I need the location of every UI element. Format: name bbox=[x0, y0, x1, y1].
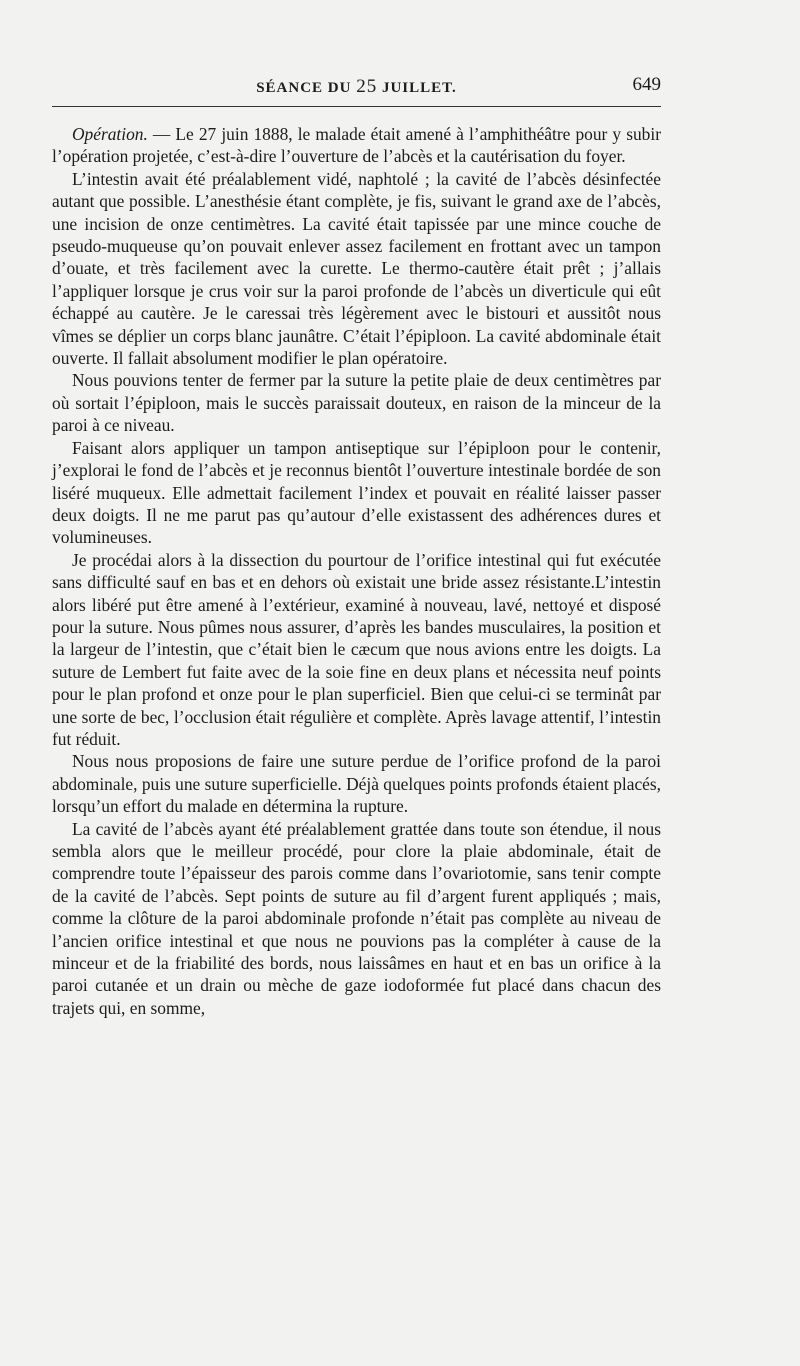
running-title-day: 25 bbox=[356, 76, 378, 97]
section-lead: Opération. bbox=[72, 124, 148, 144]
paragraph-4: Faisant alors appliquer un tampon antiseptique sur l’épiploon pour le contenir, j’explorai le fond de l’abcès et je reconnus bientôt l’ouverture intestinale bordée de son liséré muqueux. Elle admettait facilement l’index et pouvait en réalité laisser passer deux doigts. Il ne me parut pas qu’autour d’elle existassent des adhérences dures et volumineuses. bbox=[52, 437, 661, 548]
paragraph-1 bbox=[52, 123, 661, 168]
running-title-prefix: SÉANCE DU bbox=[256, 80, 352, 96]
paragraph-5: Je procédai alors à la dissection du pourtour de l’orifice intestinal qui fut exécutée sans difficulté sauf en bas et en dehors où existait une bride assez résistante.L’intestin alors libéré put être amené à l’extérieur, examiné à nouveau, lavé, nettoyé et disposé pour la suture. Nous pûmes nous assurer, d’après les bandes musculaires, la position et la largeur de l’intestin, que c’était bien le cæcum que nous avions entre les doigts. La suture de Lembert fut faite avec de la soie fine en deux plans et nécessita neuf points pour le plan profond et onze pour le plan superficiel. Bien que celui-ci se terminât par une sorte de bec, l’occlusion était régulière et complète. Après lavage attentif, l’intestin fut réduit. bbox=[52, 549, 661, 749]
paragraph-7: La cavité de l’abcès ayant été préalablement grattée dans toute son étendue, il nous sembla alors que le meilleur procédé, pour clore la plaie abdominale, était de comprendre toute l’épaisseur des parois comme dans l’ovariotomie, sans tenir compte de la cavité de l’abcès. Sept points de suture au fil d’argent furent appliqués ; mais, comme la clôture de la paroi abdominale profonde n’était pas complète au niveau de l’ancien orifice intestinal et que nous ne pouvions pas la compléter à cause de la minceur et de la friabilité des bords, nous laissâmes en haut et en bas un orifice à la paroi cutanée et un drain ou mèche de gaze iodoformée fut placé dans chacun des trajets qui, en somme, bbox=[52, 818, 661, 1018]
paragraph-2: L’intestin avait été préalablement vidé, naphtolé ; la cavité de l’abcès désinfectée autant que possible. L’anesthésie étant complète, je fis, suivant le grand axe de l’abcès, une incision de onze centimètres. La cavité était tapissée par une mince couche de pseudo-muqueuse qu’on pouvait enlever assez facilement en frottant avec un tampon d’ouate, et très facilement avec la curette. Le thermo-cautère était prêt ; j’allais l’appliquer lorsque je crus voir sur la paroi profonde de l’abcès un diverticule qui eût échappé au cautère. Je le caressai très légèrement avec le bistouri et aussitôt nous vîmes se déplier un corps blanc jaunâtre. C’était l’épiploon. La cavité abdominale était ouverte. Il fallait absolument modifier le plan opératoire. bbox=[52, 168, 661, 369]
header-rule bbox=[52, 106, 661, 107]
page-body bbox=[52, 123, 661, 1019]
paragraph-1-text: — Le 27 juin 1888, le malade était amené à l’amphithéâtre pour y subir l’opération projetée, c’est-à-dire l’ouverture de l’abcès et la cautérisation du foyer. bbox=[52, 124, 661, 167]
paragraph-3: Nous pouvions tenter de fermer par la suture la petite plaie de deux centimètres par où sortait l’épiploon, mais le succès paraissait douteux, en raison de la minceur de la paroi à ce niveau. bbox=[52, 370, 661, 436]
paragraph-6: Nous nous proposions de faire une suture perdue de l’orifice profond de la paroi abdominale, puis une suture superficielle. Déjà quelques points profonds étaient placés, lorsqu’un effort du malade en détermina la rupture. bbox=[52, 751, 661, 817]
running-title-suffix: JUILLET. bbox=[381, 80, 457, 96]
page-number: 649 bbox=[632, 74, 661, 95]
document-page bbox=[52, 70, 661, 1019]
running-title bbox=[52, 76, 661, 98]
page-header bbox=[52, 70, 661, 100]
